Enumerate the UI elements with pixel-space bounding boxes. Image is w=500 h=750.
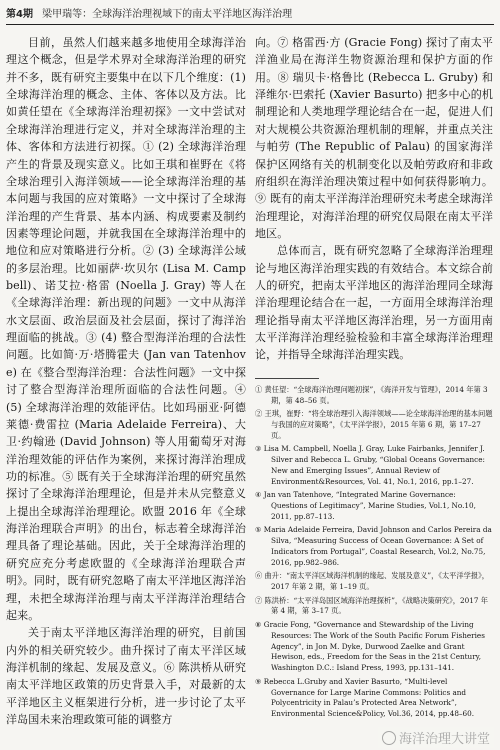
body-paragraph-continued: 向。⑦ 格雷西·方 (Gracie Fong) 探讨了南太平洋渔业局在海洋生物资源治理和保护方面的作用。⑧ 瑞贝卡·格鲁比 (Rebecca L. Gruby) 和泽维尔·巴索托 (Xavier Basurto) 把多中心的机制理论和人类地理学理论结合在一起，促进人们对大规模公共资源治理机制的理解，并重点关注与帕劳 (The Republic of Palau) 的国家海洋保护区网络有关的机制变化以及帕劳政府和非政府组织在海洋治理决策过程中如何获得影响力。⑨ 既有的南太平洋海洋治理研究未考虑全球海洋治理理论，对海洋治理的研究仅局限在南太平洋地区。: [255, 36, 493, 240]
footnote-2: ② 王琪，崔野：“将全球治理引入海洋领域——论全球海洋治理的基本问题与我国的应对策略”，《太平洋学报》，2015 年第 6 期，第 17–27 页。: [255, 409, 493, 440]
watermark-text: 海洋治理大讲堂: [398, 732, 490, 747]
issue-number: 第4期: [6, 9, 33, 20]
body-paragraph-summary: 总体而言，既有研究忽略了全球海洋治理理论与地区海洋治理实践的有效结合。本文综合前人的研究，把南太平洋地区的海洋治理同全球海洋治理理论结合在一起，一方面用全球海洋治理理论指导南太平洋地区海洋治理，另一方面用南太平洋海洋治理经验检验和丰富全球海洋治理理论，并指导全球海洋治理实践。: [255, 244, 493, 362]
footnote-9: ⑨ Rebecca L.Gruby and Xavier Basurto, “Multi-level Governance for Large Marine Commons: Politics and Polycentricity in Palau’s Protected Area Network”, Environmental Science&Policy, Vol.36, 2014, pp.48–60.: [255, 676, 475, 718]
running-title: 梁甲瑞等：全球海洋治理视域下的南太平洋地区海洋治理: [42, 9, 293, 20]
footnote-4: ④ Jan van Tatenhove, “Integrated Marine Governance: Questions of Legitimacy”, Marine Studies, Vol.1, No.10, 2011, pp.87–113.: [255, 490, 476, 521]
footnote-list: [255, 385, 493, 720]
footnote-8: ⑧ Gracie Fong, “Governance and Stewardship of the Living Resources: The Work of the South Pacific Forum Fisheries Agency”, in Jon M. Dyke, Durwood Zaelke and Grant Hewison, eds., Freedom for the Seas in the 21st Century, Washington D.C.: Island Press, 1993, pp.131–141.: [255, 620, 485, 673]
footnote-7: ⑦ 陈洪桥：“太平洋岛国区域海洋治理探析”，《战略决策研究》，2017 年第 4 期，第 3–17 页。: [255, 595, 488, 616]
footnote-rule: [255, 378, 319, 379]
footnote-1: ① 黄任望：“全球海洋治理问题初探”，《海洋开发与管理》，2014 年第 3 期，第 48–56 页。: [255, 384, 488, 405]
left-column: [6, 34, 246, 728]
body-paragraph-literature-review: 目前，虽然人们越来越多地使用全球海洋治理这个概念，但是学术界对全球海洋治理的研究并不多，既有研究主要集中在以下几个维度：(1) 全球海洋治理的概念、主体、客体以及方法。比如黄任望在《全球海洋治理初探》一文中尝试对全球海洋治理进行定义，并对全球海洋治理的主体、客体和方法进行初探。① (2) 全球海洋治理产生的背景及现实意义。比如王琪和崔野在《将全球治理引入海洋领域——论全球海洋治理的基本问题与我国的应对策略》一文中探讨了全球海洋治理的产生背景、基本内涵、构成要素及制约因素等理论问题，并就我国在全球海洋治理中的地位和应对策略进行分析。② (3) 全球海洋公域的多层治理。比如丽萨·坎贝尔 (Lisa M. Campbell)、诺艾拉·格雷 (Noella J. Gray) 等人在《全球海洋治理：新出现的问题》一文中从海洋水文层面、政治层面及社会层面，探讨了海洋治理面临的挑战。③ (4) 整合型海洋治理的合法性问题。比如简·万·塔腾霍夫 (Jan van Tatenhove) 在《整合型海洋治理：合法性问题》一文中探讨了整合型海洋治理所面临的合法性问题。④ (5) 全球海洋治理的效能评估。比如玛丽亚·阿德莱德·费雷拉 (Maria Adelaide Ferreira)、大卫·约翰逊 (David Johnson) 等人用葡萄牙对海洋治理效能的评估作为案例，来探讨海洋治理成功的标准。⑤ 既有关于全球海洋治理的研究虽然探讨了全球海洋治理理论，但是并未从完整意义上提出全球海洋治理理论。欧盟 2016 年《全球海洋治理联合声明》的出台，标志着全球海洋治理具备了理论基础。因此，关于全球海洋治理的研究应充分考虑欧盟的《全球海洋治理联合声明》。同时，既有研究忽略了南太平洋地区海洋治理，未把全球海洋治理与南太平洋海洋治理结合起来。: [6, 36, 246, 622]
running-header: [6, 8, 494, 22]
right-column: [255, 34, 493, 723]
footnote-6: ⑥ 曲升：“南太平洋区域海洋机制的缘起、发展及意义”，《太平洋学报》，2017 年第 2 期，第 1–19 页。: [255, 571, 489, 592]
footnote-5: ⑤ Maria Adelaide Ferreira, David Johnson and Carlos Pereira da Silva, “Measuring Success of Ocean Governance: A Set of Indicators from Portugal”, Coastal Research, Vol.2, No.75, 2016, pp.982–986.: [255, 525, 492, 567]
wechat-icon: [382, 731, 396, 745]
body-paragraph-south-pacific-research: 关于南太平洋地区海洋治理的研究，目前国内外的相关研究较少。曲升探讨了南太平洋区域海洋机制的缘起、发展及意义。⑥ 陈洪桥从研究南太平洋地区政策的历史背景入手，对最新的太平洋地区主义框架进行分析，进一步讨论了太平洋岛国未来治理政策可能的调整方: [6, 626, 246, 727]
watermark: [378, 727, 494, 748]
header-rule: [6, 24, 494, 25]
footnote-3: ③ Lisa M. Campbell, Noella J. Gray, Luke Fairbanks, Jennifer J. Silver and Rebecca L. Gruby, “Global Oceans Governance: New and Emerging Issues”, Annual Review of Environment&Resources, Vol. 41, No.1, 2016, pp.1–27.: [255, 444, 485, 486]
